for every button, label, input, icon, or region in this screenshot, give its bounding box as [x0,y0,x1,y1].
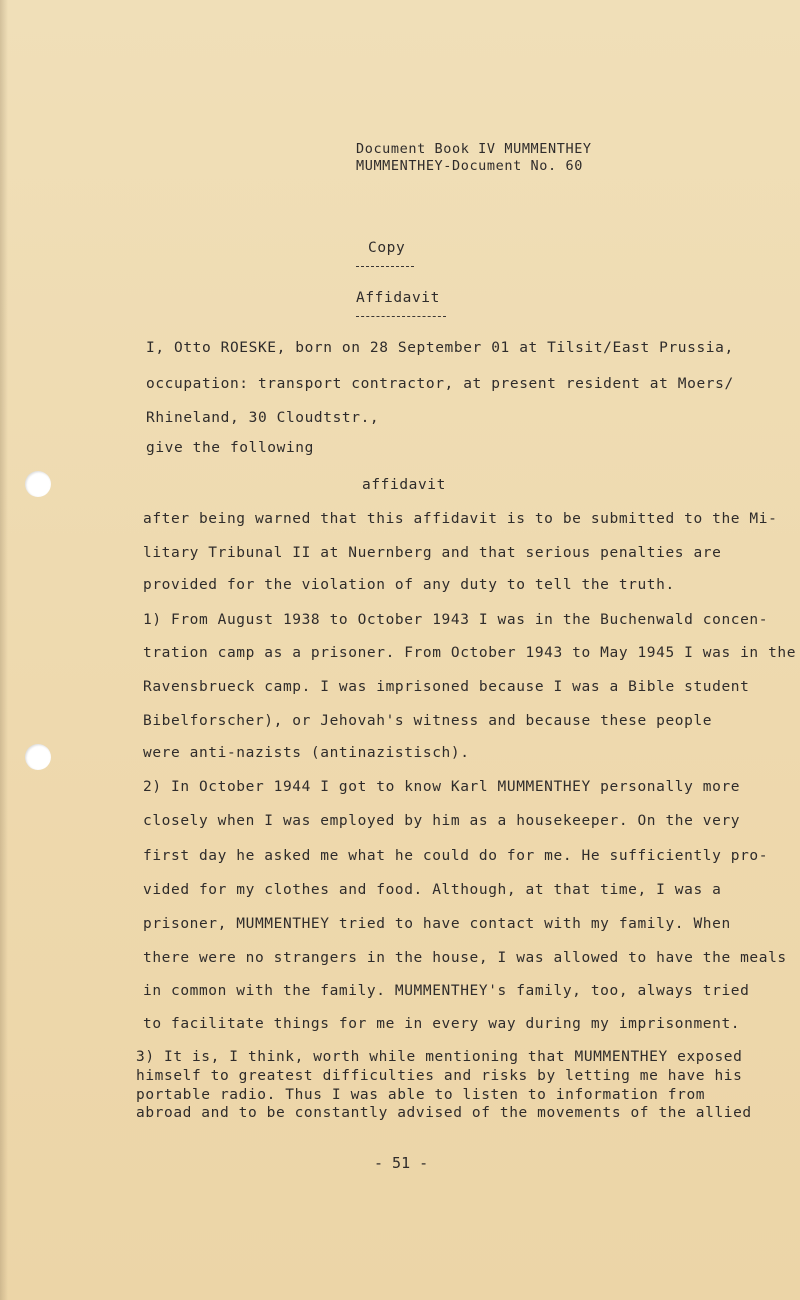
body-line: Bibelforscher), or Jehovah's witness and because these people [143,713,713,729]
intro-line: occupation: transport contractor, at present resident at Moers/ [146,376,734,392]
body-line: closely when I was employed by him as a housekeeper. On the very [143,813,741,829]
body-line: tration camp as a prisoner. From October 1943 to May 1945 I was in the [143,645,797,661]
body-line: 3) It is, I think, worth while mentioning that MUMMENTHEY exposed [136,1049,743,1065]
body-line: there were no strangers in the house, I was allowed to have the meals [143,950,787,966]
body-line: 1) From August 1938 to October 1943 I was in the Buchenwald concen- [143,612,769,628]
punch-hole-bottom [25,744,51,770]
body-line: prisoner, MUMMENTHEY tried to have contact with my family. When [143,916,731,932]
copy-underline [356,266,414,267]
body-line: in common with the family. MUMMENTHEY's family, too, always tried [143,983,750,999]
header-line-2: MUMMENTHEY-Document No. 60 [356,158,583,174]
body-line: were anti-nazists (antinazistisch). [143,745,470,761]
affidavit-subtitle: affidavit [362,477,446,493]
affidavit-title: Affidavit [356,290,440,306]
body-line: Ravensbrueck camp. I was imprisoned because I was a Bible student [143,679,750,695]
body-line: abroad and to be constantly advised of the movements of the allied [136,1105,752,1121]
page-number: - 51 - [374,1154,429,1172]
body-line: provided for the violation of any duty to tell the truth. [143,577,675,593]
body-line: vided for my clothes and food. Although, at that time, I was a [143,882,722,898]
body-line: to facilitate things for me in every way during my imprisonment. [143,1016,741,1032]
intro-line: give the following [146,440,314,456]
body-line: himself to greatest difficulties and risks by letting me have his [136,1068,743,1084]
body-line: portable radio. Thus I was able to listen to information from [136,1087,706,1103]
intro-line: I, Otto ROESKE, born on 28 September 01 at Tilsit/East Prussia, [146,340,734,356]
intro-line: Rhineland, 30 Cloudtstr., [146,410,380,426]
body-line: litary Tribunal II at Nuernberg and that serious penalties are [143,545,722,561]
punch-hole-top [25,471,51,497]
body-line: after being warned that this affidavit is to be submitted to the Mi- [143,511,778,527]
header-line-1: Document Book IV MUMMENTHEY [356,141,592,157]
copy-label: Copy [368,240,406,256]
body-line: first day he asked me what he could do for me. He sufficiently pro- [143,848,769,864]
body-line: 2) In October 1944 I got to know Karl MUMMENTHEY personally more [143,779,741,795]
affidavit-title-underline [356,316,446,317]
page-edge-shadow [0,0,8,1300]
